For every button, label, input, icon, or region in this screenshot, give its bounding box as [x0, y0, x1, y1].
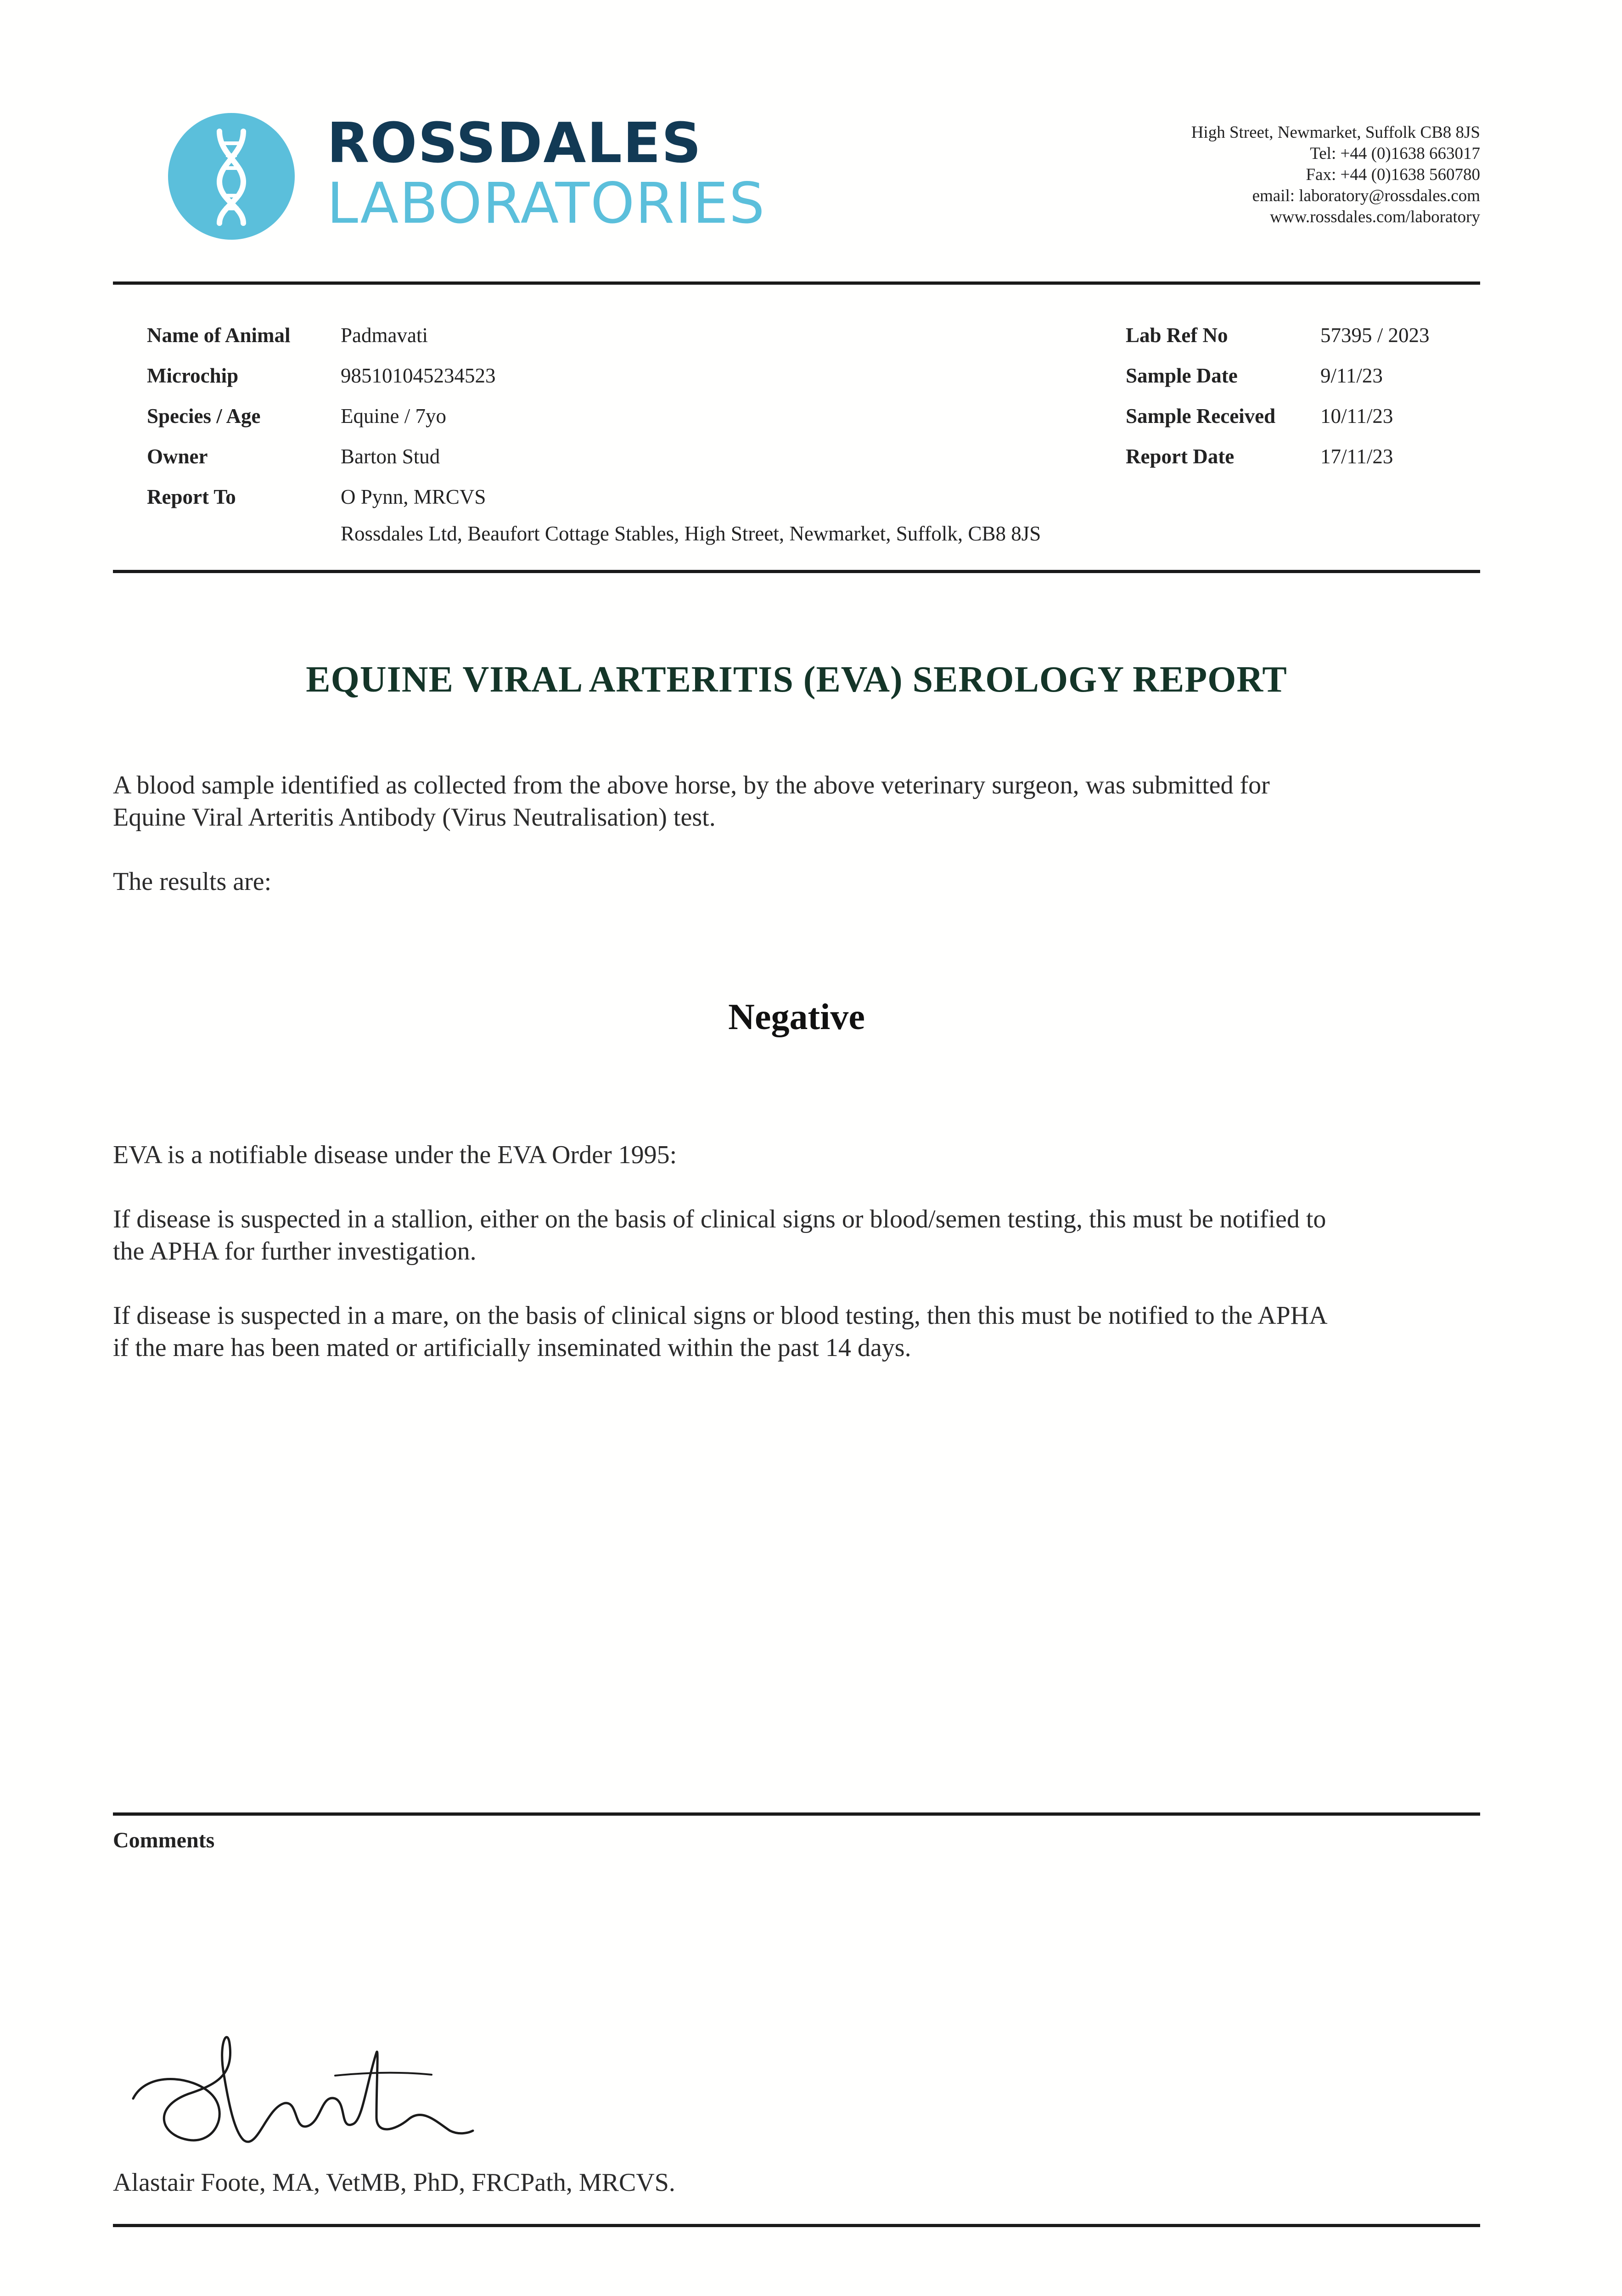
contact-block: [883, 122, 1480, 228]
lab-ref-value: 57395 / 2023: [1320, 324, 1430, 347]
comments-label: Comments: [113, 1828, 215, 1852]
contact-email: email: laboratory@rossdales.com: [1252, 186, 1480, 205]
contact-fax: Fax: +44 (0)1638 560780: [1306, 165, 1480, 184]
sample-date-label: Sample Date: [1126, 364, 1238, 387]
sample-received-label: Sample Received: [1126, 405, 1276, 428]
brand-subtitle: LABORATORIES: [327, 171, 766, 236]
owner-label: Owner: [147, 445, 208, 468]
mare-line-2: if the mare has been mated or artificially inseminated within the past 14 days.: [113, 1334, 911, 1362]
notifiable-note: EVA is a notifiable disease under the EVA Order 1995:: [113, 1141, 677, 1169]
result-value: Negative: [728, 997, 865, 1037]
stallion-line-2: the APHA for further investigation.: [113, 1237, 477, 1266]
results-intro: The results are:: [113, 867, 272, 896]
brand-name: ROSSDALES: [327, 112, 702, 175]
contact-tel: Tel: +44 (0)1638 663017: [1310, 144, 1480, 163]
animal-name-value: Padmavati: [341, 324, 428, 347]
owner-value: Barton Stud: [341, 445, 440, 468]
dna-helix-icon: [168, 113, 295, 240]
report-to-address: Rossdales Ltd, Beaufort Cottage Stables, High Street, Newmarket, Suffolk, CB8 8JS: [341, 522, 1041, 545]
mare-note: [113, 1300, 1480, 1364]
details-divider: [113, 570, 1480, 573]
report-to-label: Report To: [147, 485, 236, 508]
animal-name-label: Name of Animal: [147, 324, 291, 347]
report-date-label: Report Date: [1126, 445, 1235, 468]
report-title: EQUINE VIRAL ARTERITIS (EVA) SEROLOGY REPORT: [306, 659, 1287, 700]
contact-web: www.rossdales.com/laboratory: [1270, 208, 1480, 226]
comments-divider: [113, 1812, 1480, 1816]
report-to-value: O Pynn, MRCVS: [341, 485, 486, 508]
species-age-label: Species / Age: [147, 405, 261, 428]
report-date-value: 17/11/23: [1320, 445, 1393, 468]
sample-date-value: 9/11/23: [1320, 364, 1383, 387]
intro-paragraph: [113, 769, 1480, 833]
intro-line-1: A blood sample identified as collected from the above horse, by the above veterinary surgeon, was submitted for: [113, 771, 1270, 799]
intro-line-2: Equine Viral Arteritis Antibody (Virus Neutralisation) test.: [113, 803, 716, 832]
stallion-note: [113, 1203, 1480, 1267]
signature-image: [119, 2025, 477, 2163]
species-age-value: Equine / 7yo: [341, 405, 446, 428]
footer-divider: [113, 2224, 1480, 2227]
stallion-line-1: If disease is suspected in a stallion, either on the basis of clinical signs or blood/semen testing, this must be notified to: [113, 1205, 1326, 1233]
lab-ref-label: Lab Ref No: [1126, 324, 1228, 347]
mare-line-1: If disease is suspected in a mare, on the basis of clinical signs or blood testing, then this must be notified to the APHA: [113, 1301, 1328, 1330]
contact-address: High Street, Newmarket, Suffolk CB8 8JS: [1191, 123, 1480, 142]
sample-received-value: 10/11/23: [1320, 405, 1393, 428]
header-divider: [113, 281, 1480, 285]
microchip-value: 985101045234523: [341, 364, 496, 387]
signatory-name: Alastair Foote, MA, VetMB, PhD, FRCPath, MRCVS.: [113, 2168, 675, 2197]
microchip-label: Microchip: [147, 364, 239, 387]
